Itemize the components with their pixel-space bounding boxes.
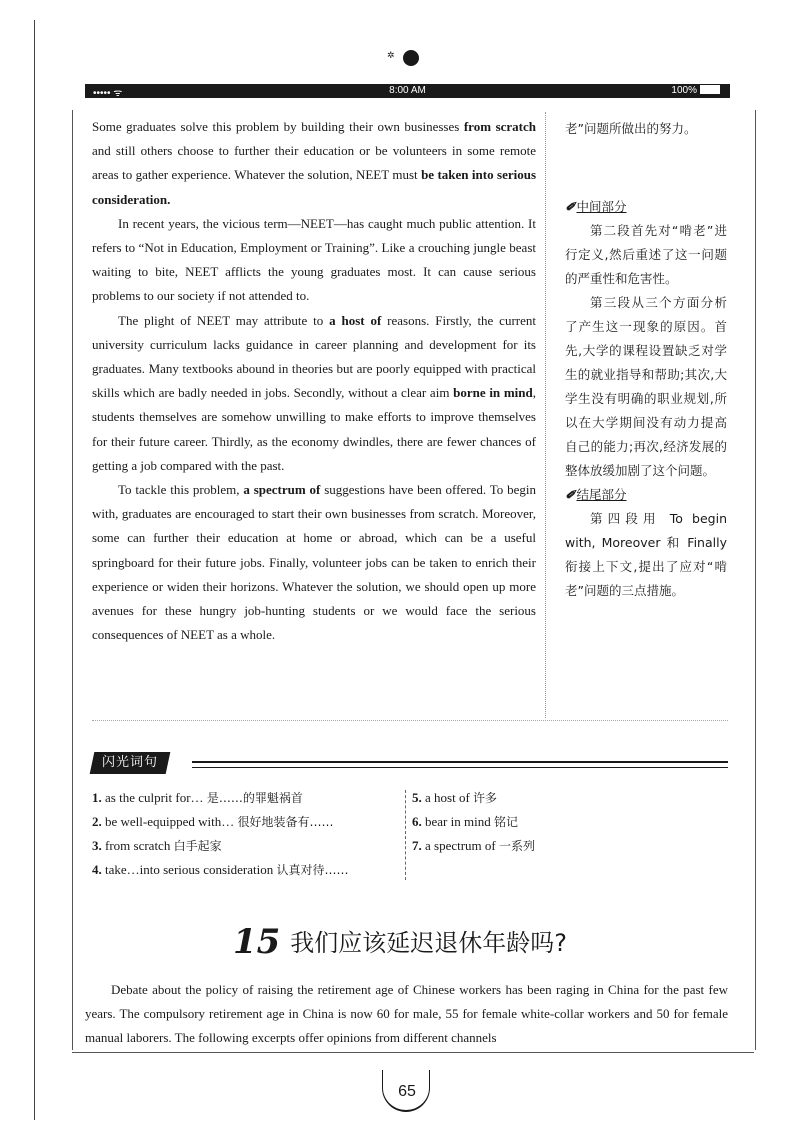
- vocab-english: a spectrum of: [421, 838, 500, 853]
- vocab-item: [412, 786, 712, 810]
- vocab-number: 1.: [92, 790, 102, 805]
- essay-paragraph: [92, 212, 536, 309]
- vocab-english: take…into serious consideration: [101, 862, 277, 877]
- vocab-item: [412, 810, 712, 834]
- pen-icon: ✐: [565, 199, 576, 214]
- vocab-separator: [405, 790, 406, 880]
- intro-paragraph: Debate about the policy of raising the retirement age of Chinese workers has been raging in China for the past few years. The compulsory retirement age in China is now 60 for male, 55 for female white-collar workers and 50 for female manual laborers. The following excerpts offer opinions from different channels: [85, 982, 728, 1045]
- battery-percent: 100%: [671, 85, 697, 96]
- vocab-heading-tag: [90, 752, 171, 774]
- text-run: , students themselves are somehow unwilling to make efforts to improve themselves for their future career. Thirdly, as the economy dwindles, there are fewer chances of getting a job compared with the past.: [92, 385, 536, 473]
- text-run: suggestions have been offered. To begin with, graduates are encouraged to start their own businesses from scratch. Moreover, some can further their education at home or abroad, which can be a useful springboard for their future jobs. Finally, volunteer jobs can be taken to enrich their experience or widen their horizons. Whatever the solution, we should open up more avenues for these hungry job-hunting students or we would face the serious consequences of NEET as a whole.: [92, 482, 536, 643]
- sidebar-middle-p1: 第二段首先对“啃老”进行定义,然后重述了这一问题的严重性和危害性。: [565, 223, 727, 286]
- vocab-list-left: [92, 786, 392, 882]
- vocab-chinese: 白手起家: [173, 839, 222, 853]
- bold-phrase: be taken into serious consideration.: [92, 167, 537, 207]
- battery-icon: [700, 85, 720, 94]
- section-intro: [85, 978, 728, 1050]
- vocab-number: 4.: [92, 862, 102, 877]
- vocab-number: 7.: [412, 838, 422, 853]
- status-bar: [85, 84, 730, 98]
- vocab-number: 5.: [412, 790, 422, 805]
- vocab-english: bear in mind: [421, 814, 494, 829]
- section-title: [0, 922, 800, 962]
- page-number: 65: [398, 1083, 416, 1100]
- text-run: In recent years, the vicious term—NEET—has caught much public attention. It refers to “Not in Education, Employment or Training”. Like a crouching jungle beast waiting to bite, NEET afflicts the young graduates most. It can cause serious problems to our society if not attended to.: [92, 215, 536, 304]
- vocab-chinese: 铭记: [493, 815, 518, 829]
- vocab-item: [412, 834, 712, 858]
- vocab-item: [92, 834, 392, 858]
- vocab-list-right: [412, 786, 712, 858]
- vocab-item: [92, 858, 392, 882]
- text-run: and still others choose to further their education or be volunteers in some remote areas to gather experience. Whatever the solution, NEET must: [92, 143, 536, 183]
- camera-dot-icon: [403, 50, 419, 66]
- battery-indicator: [671, 85, 720, 96]
- text-run: Some graduates solve this problem by building their own businesses: [92, 119, 464, 134]
- essay-paragraph: [92, 478, 536, 647]
- vocab-heading: 闪光词句: [102, 755, 159, 770]
- vocab-chinese: 一系列: [499, 839, 536, 853]
- column-divider: [545, 112, 546, 718]
- bold-phrase: borne in mind: [453, 385, 533, 401]
- bold-phrase: a host of: [329, 312, 382, 328]
- star-icon: ✲: [387, 50, 395, 60]
- text-run: To tackle this problem,: [118, 482, 244, 498]
- essay-body: [92, 115, 536, 647]
- section-title-text: 我们应该延迟退休年龄吗?: [290, 929, 568, 957]
- vocab-number: 6.: [412, 814, 422, 829]
- bold-phrase: a spectrum of: [243, 482, 321, 498]
- vocab-english: be well-equipped with…: [101, 814, 238, 829]
- essay-paragraph: [92, 115, 536, 212]
- sidebar-end-heading: 结尾部分: [576, 487, 627, 502]
- vocab-english: a host of: [421, 790, 474, 805]
- vocab-chinese: 许多: [473, 791, 498, 805]
- essay-paragraph: [92, 309, 536, 478]
- bold-phrase: from scratch: [463, 119, 537, 134]
- vocab-chinese: 认真对待……: [276, 863, 349, 877]
- vocab-rule: [192, 761, 728, 768]
- page-bottom-rule: [72, 1052, 754, 1053]
- sidebar-end-p: 第四段用 To begin with, Moreover 和 Finally 衔接上下文,提出了应对“啃老”问题的三点措施。: [565, 511, 727, 598]
- vocab-chinese: 是……的罪魁祸首: [206, 791, 303, 805]
- sidebar-top-text: 老”问题所做出的努力。: [565, 121, 697, 136]
- sidebar-middle-heading: 中间部分: [576, 199, 627, 214]
- vocab-english: from scratch: [101, 838, 174, 853]
- text-run: reasons. Firstly, the current university curriculum lacks guidance in career planning and development for its graduates. Many textbooks abound in theories but are poorly equipped with practical skills which are badly needed in jobs. Secondly, without a clear aim: [92, 312, 536, 401]
- analysis-sidebar: [565, 117, 727, 603]
- vocab-item: [92, 786, 392, 810]
- vocab-item: [92, 810, 392, 834]
- vocab-header: [92, 752, 728, 774]
- page-number-badge: [382, 1070, 432, 1110]
- section-number: 15: [232, 922, 281, 962]
- text-run: The plight of NEET may attribute to: [118, 312, 330, 328]
- vocab-chinese: 很好地装备有……: [237, 815, 334, 829]
- vocab-english: as the culprit for…: [101, 790, 207, 805]
- signal-icon: ••••• ᯤ: [93, 88, 123, 99]
- sidebar-middle-p2: 第三段从三个方面分析了产生这一现象的原因。首先,大学的课程设置缺乏对学生的就业指导和帮助;其次,大学生没有明确的职业规划,所以在大学期间没有动力提高自己的能力;再次,经济发展的整体放缓加剧了这个问题。: [565, 295, 727, 478]
- vocab-number: 3.: [92, 838, 102, 853]
- pen-icon: ✐: [565, 487, 576, 502]
- section-divider: [92, 720, 728, 721]
- vocab-number: 2.: [92, 814, 102, 829]
- status-time: 8:00 AM: [389, 85, 426, 96]
